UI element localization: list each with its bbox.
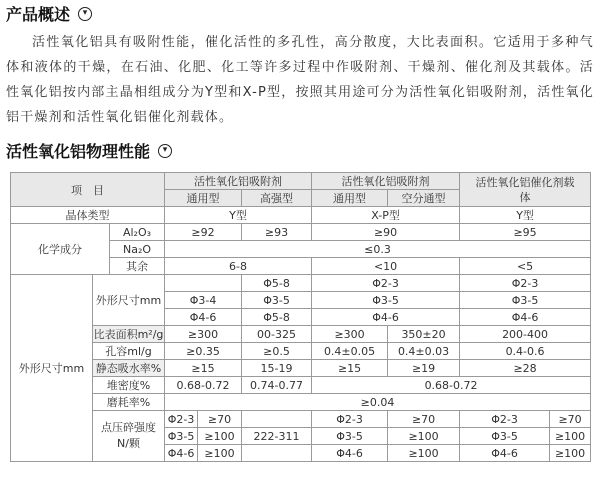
table-cell: ≥92: [165, 224, 242, 241]
table-cell: Φ5-8: [242, 275, 312, 292]
table-cell: 0.4±0.05: [312, 343, 388, 360]
table-cell: Φ2-3: [460, 411, 550, 428]
table-row: [11, 224, 591, 241]
table-cell: Φ2-3: [460, 275, 591, 292]
table-cell: ≥19: [388, 360, 460, 377]
table-cell: 15-19: [242, 360, 312, 377]
circle-down-icon: ▾: [158, 144, 172, 158]
table-cell: Φ3-4: [165, 292, 242, 309]
table-cell: Φ4-6: [165, 445, 198, 462]
table-cell: Φ2-3: [165, 411, 198, 428]
table-row: [11, 411, 591, 428]
table-cell: Φ3-5: [460, 428, 550, 445]
table-cell: ≥70: [388, 411, 460, 428]
section-title-text: 产品概述: [6, 5, 71, 24]
intro-paragraph: 活性氧化铝具有吸附性能，催化活性的多孔性，高分散度，大比表面积。它适用于多种气体和液体的干燥，在石油、化肥、化工等许多过程中作吸附剂、干燥剂、催化剂及其载体。活性氧化铝按内部主晶相组成分为Y型和X-P型，按照其用途可分为活性氧化铝吸附剂，活性氧化铝干燥剂和活性氧化铝催化剂载体。: [6, 35, 594, 125]
table-cell: 0.68-0.72: [312, 377, 591, 394]
table-cell: 0.4-0.6: [460, 343, 591, 360]
density-label: 堆密度%: [93, 377, 165, 394]
table-cell: Φ3-5: [312, 428, 388, 445]
header-row-1: [11, 173, 591, 190]
table-cell: ≥28: [460, 360, 591, 377]
header-hollow: 空分通型: [388, 190, 460, 207]
table-cell: Φ4-6: [312, 445, 388, 462]
table-cell: Φ3-5: [165, 428, 198, 445]
table-cell: 0.4±0.03: [388, 343, 460, 360]
table-row: [11, 343, 591, 360]
header-general: 通用型: [165, 190, 242, 207]
table-cell: ≥100: [388, 428, 460, 445]
table-cell: Φ3-5: [242, 292, 312, 309]
header-adsorbent-y: 活性氧化铝吸附剂: [165, 173, 312, 190]
table-cell: ≥0.5: [242, 343, 312, 360]
table-cell: ≤0.3: [165, 241, 591, 258]
table-row: [11, 360, 591, 377]
table-cell: Φ3-5: [312, 292, 460, 309]
table-cell: ≥0.35: [165, 343, 242, 360]
table-cell: ≥100: [550, 445, 591, 462]
table-cell: 350±20: [388, 326, 460, 343]
header-adsorbent-xp: 活性氧化铝吸附剂: [312, 173, 460, 190]
table-cell: Φ4-6: [165, 309, 242, 326]
table-cell: Φ4-6: [460, 309, 591, 326]
section-title-properties: [6, 139, 172, 162]
table-cell: 0.74-0.77: [242, 377, 312, 394]
table-row: [11, 275, 591, 292]
table-cell: Φ2-3: [312, 275, 460, 292]
table-cell: Φ4-6: [312, 309, 460, 326]
table-cell: ≥15: [165, 360, 242, 377]
table-cell: Φ5-8: [242, 309, 312, 326]
size-label: 外形尺寸mm: [93, 275, 165, 326]
table-cell: ≥100: [388, 445, 460, 462]
table-row: [11, 207, 591, 224]
wear-label: 磨耗率%: [93, 394, 165, 411]
physical-label: 外形尺寸mm: [11, 275, 93, 462]
table-cell: ≥300: [165, 326, 242, 343]
table-cell: 0.68-0.72: [165, 377, 242, 394]
crystal-label: 晶体类型: [11, 207, 165, 224]
table-cell: ≥95: [460, 224, 591, 241]
circle-down-icon: ▾: [78, 7, 92, 21]
table-cell: ≥15: [312, 360, 388, 377]
pore-label: 孔容ml/g: [93, 343, 165, 360]
header-general: 通用型: [312, 190, 388, 207]
table-row: [11, 394, 591, 411]
table-cell: Φ3-5: [460, 292, 591, 309]
table-cell: ≥0.04: [165, 394, 591, 411]
header-carrier: 活性氧化铝催化剂载体: [460, 173, 591, 207]
table-row: [11, 326, 591, 343]
table-cell: <5: [460, 258, 591, 275]
table-cell: X-P型: [312, 207, 460, 224]
table-cell: 222-311: [242, 428, 312, 445]
table-cell: ≥100: [198, 428, 242, 445]
section-title-overview: [6, 2, 92, 25]
table-cell: Al₂O₃: [110, 224, 165, 241]
table-cell: Y型: [460, 207, 591, 224]
table-cell: 200-400: [460, 326, 591, 343]
table-cell: 6-8: [165, 258, 312, 275]
table-cell: ≥70: [550, 411, 591, 428]
table-cell: ≥100: [198, 445, 242, 462]
table-row: [11, 377, 591, 394]
table-cell: Φ2-3: [312, 411, 388, 428]
table-cell: Na₂O: [110, 241, 165, 258]
table-cell: [165, 275, 242, 292]
table-cell: [242, 445, 312, 462]
table-cell: Φ4-6: [460, 445, 550, 462]
crush-label: 点压碎强度 N/颗: [93, 411, 165, 462]
properties-table: [10, 172, 591, 462]
table-cell: ≥70: [198, 411, 242, 428]
table-cell: [242, 411, 312, 428]
table-cell: 00-325: [242, 326, 312, 343]
surface-label: 比表面积m²/g: [93, 326, 165, 343]
header-strong: 高强型: [242, 190, 312, 207]
table-cell: 其余: [110, 258, 165, 275]
chem-label: 化学成分: [11, 224, 110, 275]
table-cell: ≥100: [550, 428, 591, 445]
water-label: 静态吸水率%: [93, 360, 165, 377]
section-title-text: 活性氧化铝物理性能: [6, 142, 151, 161]
header-item: 项 目: [11, 173, 165, 207]
table-cell: ≥90: [312, 224, 460, 241]
table-cell: <10: [312, 258, 460, 275]
table-cell: ≥300: [312, 326, 388, 343]
table-cell: ≥93: [242, 224, 312, 241]
table-cell: Y型: [165, 207, 312, 224]
